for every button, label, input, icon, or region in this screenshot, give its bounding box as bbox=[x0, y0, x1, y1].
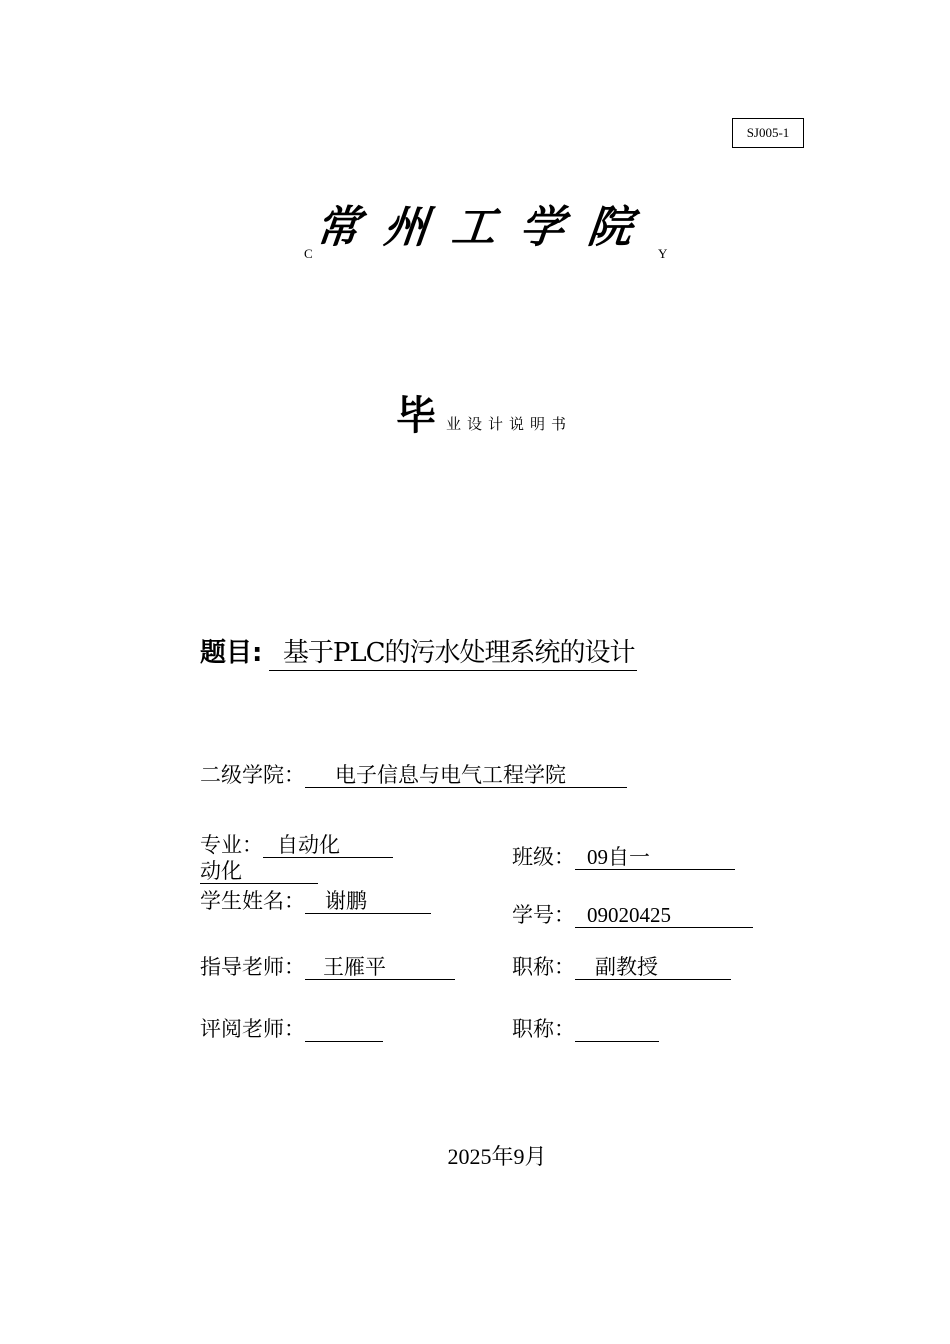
reviewer-value bbox=[305, 1017, 383, 1042]
reviewer-title-value bbox=[575, 1017, 659, 1042]
advisor-value: 王雁平 bbox=[305, 955, 455, 980]
reviewer-title-label: 职称： bbox=[512, 1017, 575, 1041]
major-label: 专业： bbox=[200, 833, 263, 857]
reviewer-field bbox=[200, 1016, 383, 1042]
college-field bbox=[200, 762, 627, 788]
thesis-title-row bbox=[200, 632, 637, 671]
student-name-field bbox=[200, 888, 431, 914]
advisor-title-label: 职称： bbox=[512, 955, 575, 979]
class-field bbox=[512, 844, 735, 870]
student-name-value: 谢鹏 bbox=[305, 889, 431, 914]
thesis-title-label: 题目: bbox=[200, 638, 263, 668]
advisor-title-field bbox=[512, 954, 731, 980]
logo-letter-y: Y bbox=[658, 246, 668, 261]
document-type-heading bbox=[396, 384, 572, 441]
logo-letter-c: C bbox=[304, 246, 313, 261]
advisor-field bbox=[200, 954, 455, 980]
document-date: 2025年9月 bbox=[447, 1144, 547, 1169]
major-field bbox=[200, 832, 393, 858]
student-number-label: 学号： bbox=[512, 903, 575, 927]
college-value: 电子信息与电气工程学院 bbox=[305, 763, 627, 788]
document-type-rest: 业设计说明书 bbox=[446, 415, 573, 433]
logo-calligraphy: 常州工学院 bbox=[313, 202, 659, 253]
thesis-title-value: 基于PLC的污水处理系统的设计 bbox=[269, 636, 637, 671]
reviewer-label: 评阅老师： bbox=[200, 1017, 305, 1041]
student-number-value: 09020425 bbox=[575, 903, 753, 928]
advisor-title-value: 副教授 bbox=[575, 955, 731, 980]
document-code: SJ005-1 bbox=[732, 118, 804, 148]
major-value: 自动化 bbox=[263, 833, 393, 858]
student-number-field bbox=[512, 902, 753, 928]
document-type-big-char: 毕 bbox=[396, 393, 436, 439]
student-name-label: 学生姓名： bbox=[200, 889, 305, 913]
major-field-wrap bbox=[200, 858, 318, 884]
college-label: 二级学院： bbox=[200, 763, 305, 787]
class-label: 班级： bbox=[512, 845, 575, 869]
advisor-label: 指导老师： bbox=[200, 955, 305, 979]
class-value: 09自一 bbox=[575, 845, 735, 870]
major-wrap-value: 动化 bbox=[200, 859, 318, 884]
reviewer-title-field bbox=[512, 1016, 659, 1042]
